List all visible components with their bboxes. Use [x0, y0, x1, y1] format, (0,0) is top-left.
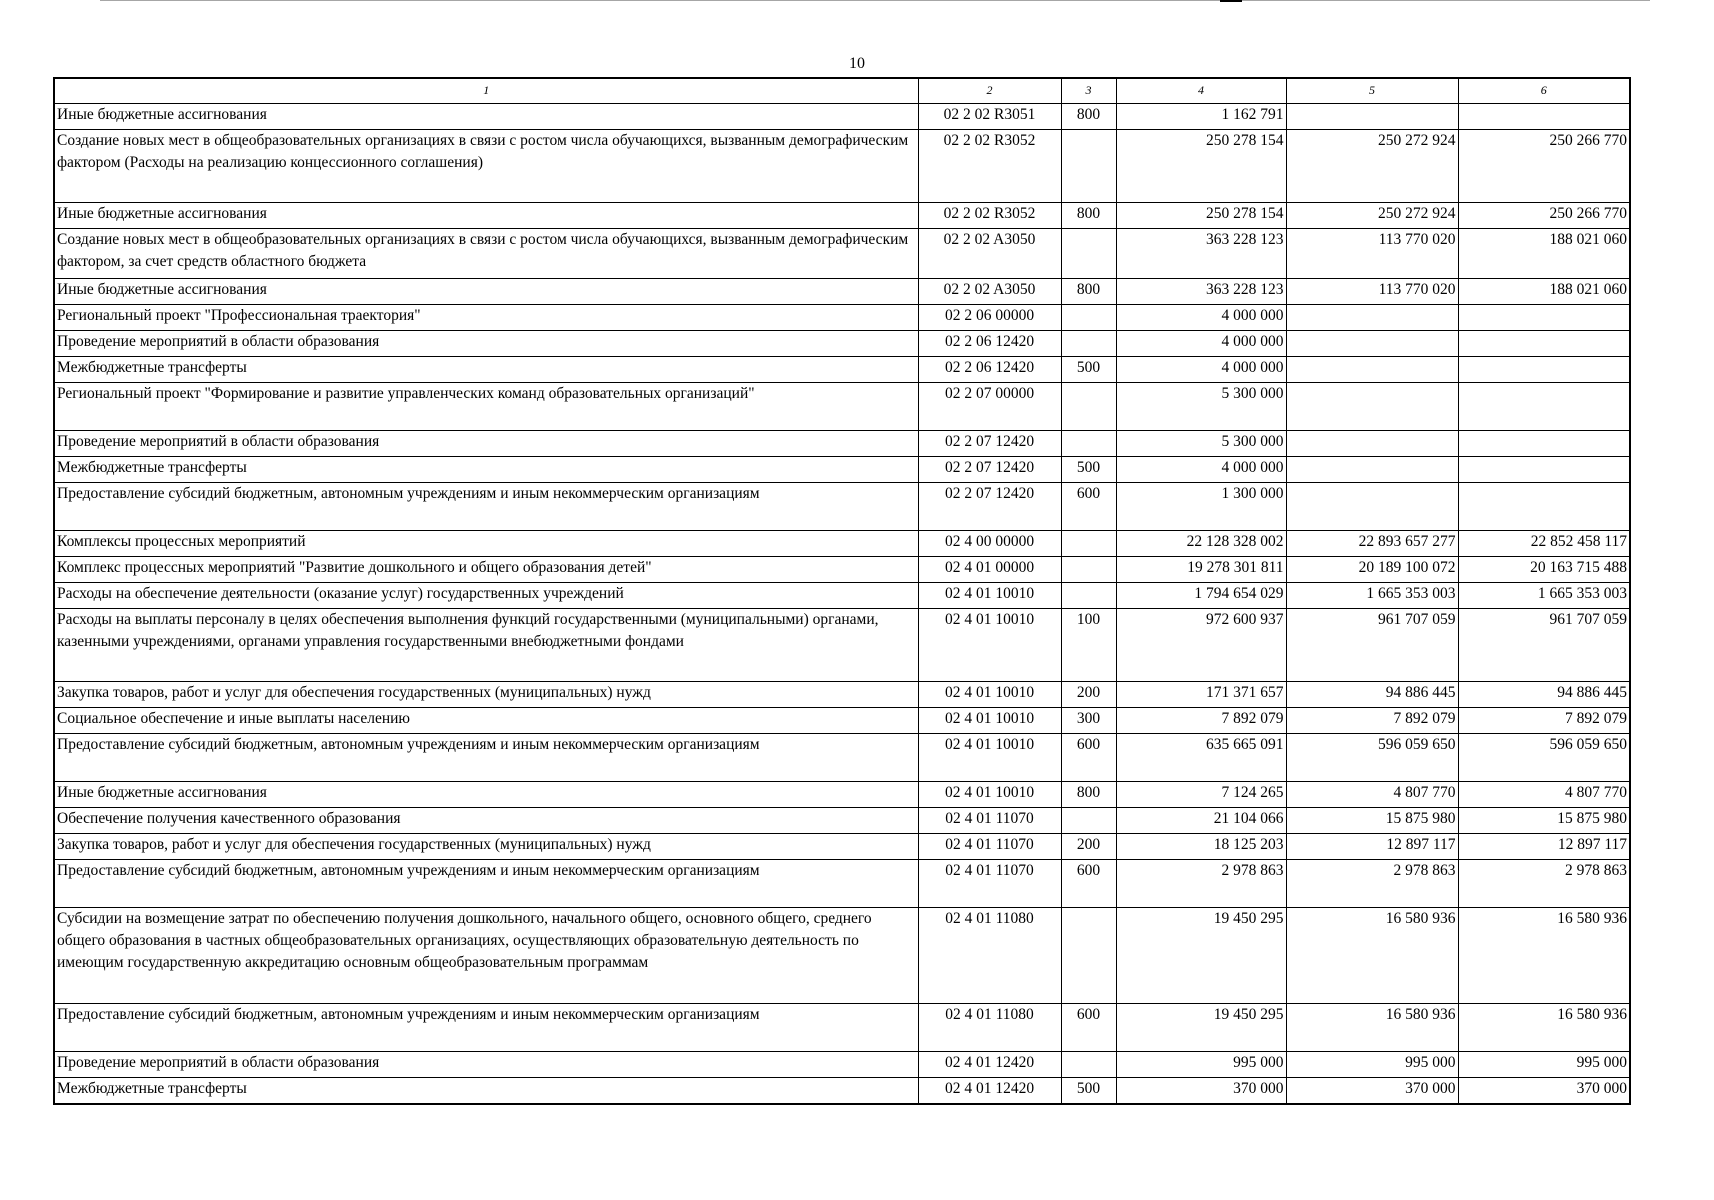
table-row	[54, 682, 1630, 708]
column-header: 2	[918, 78, 1061, 104]
row-code-cell: 02 4 01 10010	[918, 682, 1061, 708]
row-code-cell: 02 2 06 12420	[918, 357, 1061, 383]
row-value-cell: 16 580 936	[1458, 1004, 1630, 1052]
row-value-cell: 961 707 059	[1286, 609, 1458, 682]
row-code-cell: 02 2 02 A3050	[918, 279, 1061, 305]
row-code-cell: 02 4 01 11080	[918, 908, 1061, 1004]
column-header: 6	[1458, 78, 1630, 104]
row-type-cell	[1061, 557, 1116, 583]
row-value-cell: 370 000	[1458, 1078, 1630, 1105]
row-value-cell: 1 794 654 029	[1116, 583, 1286, 609]
row-value-cell: 2 978 863	[1286, 860, 1458, 908]
row-value-cell: 20 189 100 072	[1286, 557, 1458, 583]
table-row	[54, 860, 1630, 908]
row-value-cell: 188 021 060	[1458, 279, 1630, 305]
row-type-cell: 800	[1061, 782, 1116, 808]
row-value-cell	[1286, 305, 1458, 331]
row-value-cell: 250 272 924	[1286, 203, 1458, 229]
table-row	[54, 1052, 1630, 1078]
row-value-cell: 2 978 863	[1458, 860, 1630, 908]
row-name-cell: Комплекс процессных мероприятий "Развитие дошкольного и общего образования детей"	[54, 557, 918, 583]
row-type-cell: 300	[1061, 708, 1116, 734]
row-value-cell: 250 278 154	[1116, 130, 1286, 203]
row-name-cell: Предоставление субсидий бюджетным, автономным учреждениям и иным некоммерческим организациям	[54, 483, 918, 531]
table-row	[54, 104, 1630, 130]
row-value-cell: 4 807 770	[1286, 782, 1458, 808]
row-value-cell: 4 807 770	[1458, 782, 1630, 808]
row-value-cell: 995 000	[1286, 1052, 1458, 1078]
row-type-cell	[1061, 130, 1116, 203]
row-name-cell: Комплексы процессных мероприятий	[54, 531, 918, 557]
row-value-cell: 363 228 123	[1116, 279, 1286, 305]
row-value-cell: 250 266 770	[1458, 130, 1630, 203]
row-name-cell: Межбюджетные трансферты	[54, 1078, 918, 1105]
row-code-cell: 02 4 01 12420	[918, 1078, 1061, 1105]
row-type-cell: 500	[1061, 457, 1116, 483]
table-row	[54, 331, 1630, 357]
row-value-cell	[1458, 357, 1630, 383]
row-name-cell: Расходы на обеспечение деятельности (оказание услуг) государственных учреждений	[54, 583, 918, 609]
row-name-cell: Проведение мероприятий в области образования	[54, 1052, 918, 1078]
row-code-cell: 02 4 01 10010	[918, 583, 1061, 609]
row-type-cell: 500	[1061, 357, 1116, 383]
row-type-cell: 800	[1061, 104, 1116, 130]
table-row	[54, 483, 1630, 531]
row-value-cell: 596 059 650	[1286, 734, 1458, 782]
row-name-cell: Региональный проект "Профессиональная траектория"	[54, 305, 918, 331]
row-code-cell: 02 2 07 12420	[918, 483, 1061, 531]
row-type-cell: 600	[1061, 483, 1116, 531]
row-name-cell: Предоставление субсидий бюджетным, автономным учреждениям и иным некоммерческим организациям	[54, 860, 918, 908]
table-row	[54, 431, 1630, 457]
row-code-cell: 02 4 01 10010	[918, 734, 1061, 782]
row-value-cell: 370 000	[1286, 1078, 1458, 1105]
row-code-cell: 02 2 07 12420	[918, 457, 1061, 483]
row-name-cell: Закупка товаров, работ и услуг для обеспечения государственных (муниципальных) нужд	[54, 682, 918, 708]
column-number-row	[54, 78, 1630, 104]
row-name-cell: Межбюджетные трансферты	[54, 357, 918, 383]
row-type-cell: 800	[1061, 279, 1116, 305]
row-value-cell: 1 665 353 003	[1286, 583, 1458, 609]
row-name-cell: Создание новых мест в общеобразовательных организациях в связи с ростом числа обучающихся, вызванным демографическим фактором, за счет средств областного бюджета	[54, 229, 918, 279]
row-value-cell: 5 300 000	[1116, 431, 1286, 457]
row-code-cell: 02 4 01 10010	[918, 609, 1061, 682]
page-number: 10	[849, 55, 865, 72]
table-row	[54, 557, 1630, 583]
row-name-cell: Межбюджетные трансферты	[54, 457, 918, 483]
row-value-cell: 94 886 445	[1286, 682, 1458, 708]
table-row	[54, 734, 1630, 782]
row-value-cell: 19 450 295	[1116, 908, 1286, 1004]
row-value-cell	[1458, 383, 1630, 431]
row-value-cell: 370 000	[1116, 1078, 1286, 1105]
row-value-cell: 250 278 154	[1116, 203, 1286, 229]
table-row	[54, 1078, 1630, 1105]
table-row	[54, 808, 1630, 834]
column-header: 3	[1061, 78, 1116, 104]
row-value-cell: 22 893 657 277	[1286, 531, 1458, 557]
column-header: 4	[1116, 78, 1286, 104]
table-row	[54, 229, 1630, 279]
row-value-cell: 19 278 301 811	[1116, 557, 1286, 583]
row-name-cell: Предоставление субсидий бюджетным, автономным учреждениям и иным некоммерческим организациям	[54, 1004, 918, 1052]
table-row	[54, 908, 1630, 1004]
row-name-cell: Иные бюджетные ассигнования	[54, 104, 918, 130]
row-value-cell: 635 665 091	[1116, 734, 1286, 782]
row-value-cell: 995 000	[1458, 1052, 1630, 1078]
row-value-cell: 188 021 060	[1458, 229, 1630, 279]
row-name-cell: Закупка товаров, работ и услуг для обеспечения государственных (муниципальных) нужд	[54, 834, 918, 860]
row-type-cell: 600	[1061, 734, 1116, 782]
row-value-cell: 94 886 445	[1458, 682, 1630, 708]
row-value-cell: 12 897 117	[1286, 834, 1458, 860]
row-name-cell: Социальное обеспечение и иные выплаты населению	[54, 708, 918, 734]
row-value-cell: 21 104 066	[1116, 808, 1286, 834]
row-value-cell: 18 125 203	[1116, 834, 1286, 860]
row-code-cell: 02 2 02 R3051	[918, 104, 1061, 130]
table-row	[54, 383, 1630, 431]
table-row	[54, 1004, 1630, 1052]
row-value-cell: 596 059 650	[1458, 734, 1630, 782]
row-code-cell: 02 2 07 12420	[918, 431, 1061, 457]
table-row	[54, 834, 1630, 860]
row-value-cell	[1458, 331, 1630, 357]
row-value-cell: 113 770 020	[1286, 229, 1458, 279]
row-value-cell	[1286, 357, 1458, 383]
table-row	[54, 782, 1630, 808]
row-code-cell: 02 2 02 A3050	[918, 229, 1061, 279]
table-row	[54, 531, 1630, 557]
row-name-cell: Иные бюджетные ассигнования	[54, 782, 918, 808]
table-row	[54, 609, 1630, 682]
row-value-cell: 4 000 000	[1116, 457, 1286, 483]
table-row	[54, 279, 1630, 305]
table-row	[54, 457, 1630, 483]
row-value-cell	[1286, 383, 1458, 431]
row-code-cell: 02 4 01 11080	[918, 1004, 1061, 1052]
row-value-cell: 16 580 936	[1286, 1004, 1458, 1052]
row-value-cell: 363 228 123	[1116, 229, 1286, 279]
row-value-cell: 22 128 328 002	[1116, 531, 1286, 557]
row-type-cell	[1061, 305, 1116, 331]
row-code-cell: 02 2 02 R3052	[918, 130, 1061, 203]
row-value-cell	[1458, 457, 1630, 483]
row-value-cell: 961 707 059	[1458, 609, 1630, 682]
row-code-cell: 02 2 06 00000	[918, 305, 1061, 331]
row-code-cell: 02 4 01 00000	[918, 557, 1061, 583]
row-value-cell	[1458, 483, 1630, 531]
row-value-cell: 7 124 265	[1116, 782, 1286, 808]
row-value-cell	[1458, 431, 1630, 457]
row-value-cell: 4 000 000	[1116, 357, 1286, 383]
row-code-cell: 02 4 01 11070	[918, 860, 1061, 908]
row-value-cell: 16 580 936	[1458, 908, 1630, 1004]
row-value-cell: 16 580 936	[1286, 908, 1458, 1004]
row-type-cell: 800	[1061, 203, 1116, 229]
row-name-cell: Расходы на выплаты персоналу в целях обеспечения выполнения функций государственными (муниципальными) органами, казенными учреждениями, органами управления государственными внебюджетными фондами	[54, 609, 918, 682]
row-code-cell: 02 4 01 12420	[918, 1052, 1061, 1078]
row-type-cell	[1061, 808, 1116, 834]
table-row	[54, 305, 1630, 331]
row-code-cell: 02 4 01 11070	[918, 834, 1061, 860]
row-code-cell: 02 4 00 00000	[918, 531, 1061, 557]
row-type-cell	[1061, 583, 1116, 609]
row-type-cell: 500	[1061, 1078, 1116, 1105]
row-type-cell	[1061, 1052, 1116, 1078]
row-type-cell	[1061, 908, 1116, 1004]
row-value-cell	[1286, 483, 1458, 531]
row-value-cell: 1 300 000	[1116, 483, 1286, 531]
row-name-cell: Создание новых мест в общеобразовательных организациях в связи с ростом числа обучающихся, вызванным демографическим фактором (Расходы на реализацию концессионного соглашения)	[54, 130, 918, 203]
row-type-cell: 100	[1061, 609, 1116, 682]
row-code-cell: 02 2 02 R3052	[918, 203, 1061, 229]
row-value-cell: 22 852 458 117	[1458, 531, 1630, 557]
row-value-cell: 113 770 020	[1286, 279, 1458, 305]
row-code-cell: 02 4 01 10010	[918, 782, 1061, 808]
row-name-cell: Иные бюджетные ассигнования	[54, 279, 918, 305]
row-type-cell	[1061, 383, 1116, 431]
row-value-cell: 250 272 924	[1286, 130, 1458, 203]
row-value-cell: 171 371 657	[1116, 682, 1286, 708]
row-value-cell: 2 978 863	[1116, 860, 1286, 908]
table-row	[54, 203, 1630, 229]
row-type-cell	[1061, 531, 1116, 557]
row-value-cell: 15 875 980	[1458, 808, 1630, 834]
scan-mark	[100, 0, 1650, 1]
row-value-cell: 4 000 000	[1116, 305, 1286, 331]
row-value-cell: 20 163 715 488	[1458, 557, 1630, 583]
row-name-cell: Обеспечение получения качественного образования	[54, 808, 918, 834]
row-type-cell: 600	[1061, 860, 1116, 908]
row-value-cell: 250 266 770	[1458, 203, 1630, 229]
table-row	[54, 708, 1630, 734]
row-value-cell: 972 600 937	[1116, 609, 1286, 682]
table-row	[54, 357, 1630, 383]
row-value-cell	[1458, 104, 1630, 130]
row-code-cell: 02 4 01 10010	[918, 708, 1061, 734]
row-value-cell: 7 892 079	[1458, 708, 1630, 734]
table-row	[54, 583, 1630, 609]
row-value-cell	[1286, 431, 1458, 457]
row-value-cell	[1286, 457, 1458, 483]
row-value-cell: 1 162 791	[1116, 104, 1286, 130]
row-type-cell	[1061, 431, 1116, 457]
row-name-cell: Проведение мероприятий в области образования	[54, 331, 918, 357]
row-value-cell: 7 892 079	[1116, 708, 1286, 734]
row-code-cell: 02 4 01 11070	[918, 808, 1061, 834]
table-row	[54, 130, 1630, 203]
row-type-cell	[1061, 229, 1116, 279]
row-type-cell: 200	[1061, 682, 1116, 708]
row-value-cell: 12 897 117	[1458, 834, 1630, 860]
row-name-cell: Субсидии на возмещение затрат по обеспечению получения дошкольного, начального общего, основного общего, среднего общего образования в частных общеобразовательных организациях, осуществляющих образовательную деятельность по имеющим государственную аккредитацию основным общеобразовательным программам	[54, 908, 918, 1004]
row-value-cell: 19 450 295	[1116, 1004, 1286, 1052]
row-name-cell: Иные бюджетные ассигнования	[54, 203, 918, 229]
column-header: 5	[1286, 78, 1458, 104]
row-code-cell: 02 2 07 00000	[918, 383, 1061, 431]
row-code-cell: 02 2 06 12420	[918, 331, 1061, 357]
row-value-cell: 15 875 980	[1286, 808, 1458, 834]
row-value-cell: 1 665 353 003	[1458, 583, 1630, 609]
column-header: 1	[54, 78, 918, 104]
row-name-cell: Предоставление субсидий бюджетным, автономным учреждениям и иным некоммерческим организациям	[54, 734, 918, 782]
row-value-cell: 7 892 079	[1286, 708, 1458, 734]
row-value-cell: 5 300 000	[1116, 383, 1286, 431]
row-value-cell: 995 000	[1116, 1052, 1286, 1078]
row-value-cell	[1458, 305, 1630, 331]
row-type-cell: 200	[1061, 834, 1116, 860]
budget-table	[53, 77, 1631, 1105]
row-type-cell: 600	[1061, 1004, 1116, 1052]
row-name-cell: Проведение мероприятий в области образования	[54, 431, 918, 457]
row-name-cell: Региональный проект "Формирование и развитие управленческих команд образовательных организаций"	[54, 383, 918, 431]
row-value-cell: 4 000 000	[1116, 331, 1286, 357]
row-value-cell	[1286, 331, 1458, 357]
row-value-cell	[1286, 104, 1458, 130]
row-type-cell	[1061, 331, 1116, 357]
